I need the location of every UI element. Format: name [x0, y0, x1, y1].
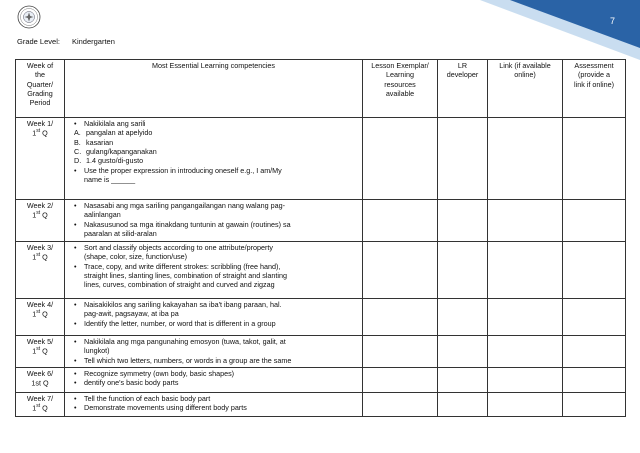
link-cell [488, 200, 563, 242]
week-label: Week 7/ [26, 394, 54, 403]
lr-developer-cell [438, 118, 488, 200]
competency-line: • Trace, copy, and write different strokes: scribbling (free hand), [69, 262, 358, 271]
header-lesson: Lesson Exemplar/ Learning resources available [363, 60, 438, 118]
week-label: Week 3/ [26, 243, 54, 252]
corner-decoration [480, 0, 640, 60]
competency-line: • Use the proper expression in introducing oneself e.g., I am/My [69, 166, 358, 175]
lesson-cell [363, 336, 438, 368]
lr-developer-cell [438, 368, 488, 393]
competency-line: name is ______ [84, 175, 136, 185]
link-cell [488, 393, 563, 417]
link-cell [488, 118, 563, 200]
quarter-label: 1st Q [32, 210, 48, 220]
link-cell [488, 299, 563, 336]
grade-level-label: Grade Level: [17, 37, 60, 46]
competency-line: A. pangalan at apelyido [74, 128, 153, 138]
quarter-label: 1st Q [32, 309, 48, 319]
lesson-cell [363, 200, 438, 242]
grade-level [17, 37, 115, 46]
competency-line: aalinlangan [84, 210, 121, 220]
competency-line: • Tell which two letters, numbers, or words in a group are the same [69, 356, 358, 365]
lr-developer-cell [438, 200, 488, 242]
competency-line: • Sort and classify objects according to one attribute/property [69, 243, 358, 252]
table-row [16, 368, 626, 393]
week-cell [16, 118, 65, 200]
competency-line: • Tell the function of each basic body part [69, 394, 358, 403]
week-cell [16, 200, 65, 242]
competency-line: • dentify one's basic body parts [69, 378, 358, 387]
lr-developer-cell [438, 242, 488, 299]
competencies-table [15, 59, 626, 417]
competency-line: (shape, color, size, function/use) [84, 252, 188, 262]
week-cell [16, 368, 65, 393]
competency-cell [65, 299, 363, 336]
week-cell [16, 393, 65, 417]
competency-line: • Naisakikilos ang sariling kakayahan sa iba't ibang paraan, hal. [69, 300, 358, 309]
lr-developer-cell [438, 393, 488, 417]
lesson-cell [363, 393, 438, 417]
competency-line: • Nakikilala ang sarili [69, 119, 358, 128]
competency-line: straight lines, slanting lines, combination of straight and slanting [84, 271, 287, 281]
assessment-cell [563, 336, 626, 368]
deped-seal-icon [17, 5, 41, 29]
header-row [16, 60, 626, 118]
week-cell [16, 336, 65, 368]
competency-line: • Recognize symmetry (own body, basic shapes) [69, 369, 358, 378]
lesson-cell [363, 299, 438, 336]
week-cell [16, 242, 65, 299]
table-body [16, 118, 626, 417]
assessment-cell [563, 393, 626, 417]
week-label: Week 1/ [26, 119, 54, 128]
quarter-label: 1st Q [32, 346, 48, 356]
assessment-cell [563, 242, 626, 299]
competency-cell [65, 242, 363, 299]
competency-line: C. gulang/kapanganakan [74, 147, 157, 157]
week-label: Week 2/ [26, 201, 54, 210]
competency-cell [65, 200, 363, 242]
competency-line: • Identify the letter, number, or word that is different in a group [69, 319, 358, 328]
lesson-cell [363, 368, 438, 393]
competency-line: • Demonstrate movements using different body parts [69, 403, 358, 412]
competency-cell [65, 368, 363, 393]
lesson-cell [363, 118, 438, 200]
competency-line: • Nasasabi ang mga sariling pangangailangan nang walang pag- [69, 201, 358, 210]
grade-level-value: Kindergarten [71, 37, 115, 46]
table-row [16, 242, 626, 299]
competency-cell [65, 393, 363, 417]
week-label: Week 6/ [26, 369, 54, 378]
competency-line: lines, curves, combination of straight and curved and zigzag [84, 280, 275, 290]
assessment-cell [563, 368, 626, 393]
lesson-cell [363, 242, 438, 299]
header-lr-developer: LR developer [438, 60, 488, 118]
assessment-cell [563, 200, 626, 242]
assessment-cell [563, 299, 626, 336]
competency-line: pag-awit, pagsayaw, at iba pa [84, 309, 179, 319]
competency-cell [65, 336, 363, 368]
competency-cell [65, 118, 363, 200]
header-link: Link (if available online) [488, 60, 563, 118]
page-number: 7 [609, 16, 615, 26]
week-label: Week 5/ [26, 337, 54, 346]
competency-line: paaralan at silid-aralan [84, 229, 157, 239]
link-cell [488, 242, 563, 299]
competency-line: • Nakikilala ang mga pangunahing emosyon (tuwa, takot, galit, at [69, 337, 358, 346]
week-cell [16, 299, 65, 336]
table-row [16, 200, 626, 242]
competency-line: D. 1.4 gusto/di-gusto [74, 156, 144, 166]
link-cell [488, 368, 563, 393]
competency-line: B. kasarian [74, 137, 114, 147]
table-row [16, 299, 626, 336]
lr-developer-cell [438, 336, 488, 368]
header-week: Week of the Quarter/ Grading Period [16, 60, 65, 118]
quarter-label: 1st Q [32, 128, 48, 138]
quarter-label: 1st Q [32, 252, 48, 262]
competency-line: lungkot) [84, 346, 110, 356]
quarter-label: 1st Q [31, 378, 49, 388]
quarter-label: 1st Q [32, 403, 48, 413]
table-row [16, 118, 626, 200]
header-mel: Most Essential Learning competencies [65, 60, 363, 118]
link-cell [488, 336, 563, 368]
assessment-cell [563, 118, 626, 200]
competency-line: • Nakasusunod sa mga itinakdang tuntunin at gawain (routines) sa [69, 220, 358, 229]
header-assessment: Assessment (provide a link if online) [563, 60, 626, 118]
week-label: Week 4/ [26, 300, 54, 309]
lr-developer-cell [438, 299, 488, 336]
table-row [16, 336, 626, 368]
table-row [16, 393, 626, 417]
